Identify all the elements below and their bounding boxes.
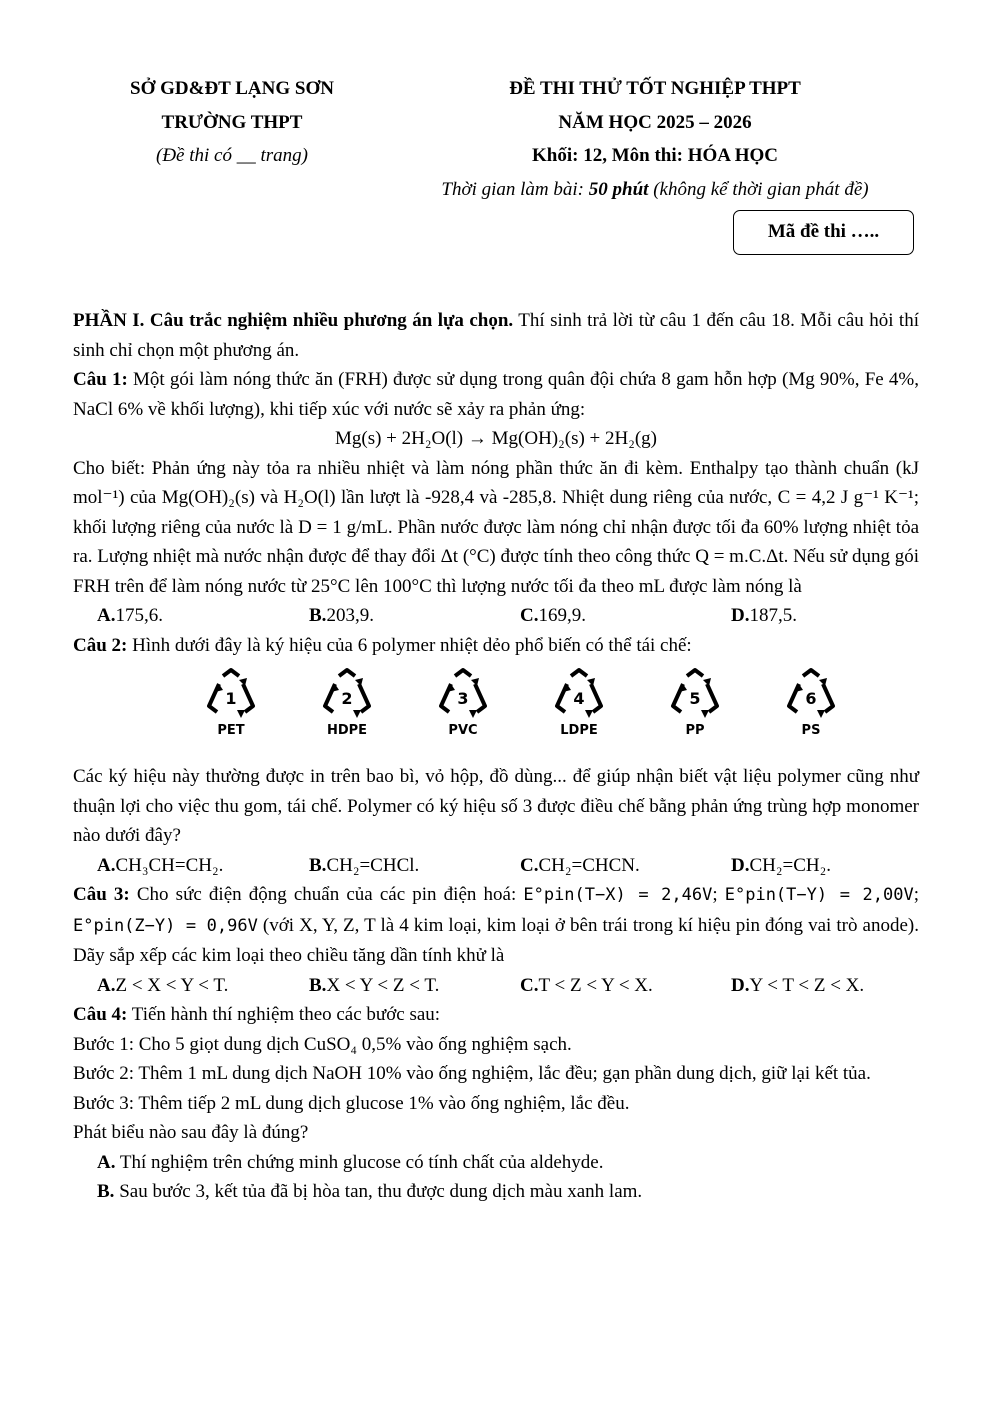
symbol-name: PVC (448, 723, 478, 738)
grade-subject: Khối: 12, Môn thi: HÓA HỌC (532, 145, 778, 166)
q3-options (73, 971, 919, 1001)
q1-label: Câu 1: (73, 369, 128, 390)
q4-option-b[interactable] (73, 1177, 919, 1207)
q2-stem (73, 631, 919, 661)
symbol-name: HDPE (326, 723, 368, 738)
recycle-triangle-icon (549, 666, 609, 726)
recycle-symbol-6 (753, 666, 869, 738)
recycling-symbols (73, 660, 919, 762)
q3-text-a: Cho sức điện động chuẩn của các pin điện hoá: (129, 884, 524, 905)
option-text: X < Y < Z < T. (326, 974, 440, 996)
exam-content (73, 306, 919, 1207)
q1-options (73, 601, 919, 631)
q3-option-d[interactable] (731, 971, 911, 1001)
q1-option-a[interactable] (73, 601, 309, 631)
part1-heading (73, 306, 919, 365)
option-text: CH₂=CH₂. (749, 854, 831, 876)
q2-label: Câu 2: (73, 634, 128, 656)
symbol-name: PS (801, 723, 821, 738)
option-text: 203,9. (326, 605, 374, 626)
q3-stem: Câu 3: Cho sức điện động chuẩn của các pin điện hoá: E°pin(T−X) = 2,46V; E°pin(T−Y) = 2,00V; E°pin(Z−Y) = 0,96V (với X, Y, Z, T là 4 kim loại, kim loại ở bên trái trong kí hiệu pin đóng vai trò anode). Dãy sắp xếp các kim loại theo chiều tăng dần tính khử là (73, 884, 920, 966)
q4-step-1: Bước 1: Cho 5 giọt dung dịch CuSO₄ 0,5% vào ống nghiệm sạch. (73, 1033, 572, 1055)
symbol-number: 1 (225, 689, 237, 708)
recycle-triangle-icon (317, 666, 377, 726)
option-letter: D. (731, 854, 750, 876)
q1-stem (73, 365, 919, 424)
q2-option-a[interactable] (73, 851, 309, 881)
q4-step-3: Bước 3: Thêm tiếp 2 mL dung dịch glucose 1% vào ống nghiệm, lắc đều. (73, 1092, 630, 1114)
recycle-triangle-icon (201, 666, 261, 726)
q3-text-b: (với X, Y, Z, T là 4 kim loại, kim loại ở bên trái trong kí hiệu pin đóng vai trò anode). Dãy sắp xếp các kim loại theo chiều tăng dần tính khử là (73, 914, 919, 966)
q2-details: Các ký hiệu này thường được in trên bao bì, vỏ hộp, đồ dùng... để giúp nhận biết vật liệu polymer cũng như thuận lợi cho việc thu gom, tái chế. Polymer có ký hiệu số 3 được điều chế bằng phản ứng trùng hợp monomer nào dưới đây? (73, 766, 919, 846)
q4-question: Phát biểu nào sau đây là đúng? (73, 1122, 309, 1143)
option-letter: C. (520, 974, 539, 996)
q1-details: Cho biết: Phản ứng này tỏa ra nhiều nhiệt và làm nóng phần thức ăn đi kèm. Enthalpy tạo thành chuẩn (kJ mol⁻¹) của Mg(OH)₂(s) và H₂O(l) lần lượt là -928,4 và -285,8. Nhiệt dung riêng của nước, C = 4,2 J g⁻¹ K⁻¹; khối lượng riêng của nước là D = 1 g/mL. Phần nước được làm nóng chỉ nhận được tối đa 60% lượng nhiệt tỏa ra. Lượng nhiệt mà nước nhận được để thay đổi Δt (°C) được tính theo công thức Q = m.C.Δt. Nếu sử dụng gói FRH trên để làm nóng nước từ 25°C lên 100°C thì lượng nước tối đa theo mL được làm nóng là (73, 457, 920, 597)
symbol-number: 2 (341, 689, 353, 708)
option-letter: B. (309, 854, 327, 876)
school-name: TRƯỜNG THPT (161, 112, 303, 133)
recycle-symbol-4 (521, 666, 637, 738)
department-name: SỞ GD&ĐT LẠNG SƠN (130, 78, 334, 99)
option-text: 187,5. (749, 605, 797, 626)
q2-option-d[interactable] (731, 851, 911, 881)
recycle-symbol-3 (405, 666, 521, 738)
q1-option-d[interactable] (731, 601, 911, 631)
q4-option-a[interactable] (73, 1148, 919, 1178)
q3-emf-2: E°pin(T−Y) = 2,00V (724, 885, 914, 905)
q4-text: Tiến hành thí nghiệm theo các bước sau: (127, 1004, 441, 1025)
q2-option-c[interactable] (520, 851, 731, 881)
symbol-number: 3 (457, 689, 469, 708)
symbol-name: LDPE (560, 723, 598, 738)
symbol-name: PP (685, 723, 705, 738)
part1-title: PHẦN I. Câu trắc nghiệm nhiều phương án lựa chọn. (73, 310, 514, 331)
recycle-symbol-1 (173, 666, 289, 738)
option-text: CH₂=CHCN. (538, 854, 640, 876)
option-letter: A. (97, 854, 116, 876)
q4-label: Câu 4: (73, 1004, 128, 1025)
option-letter: B. (309, 605, 327, 626)
recycle-symbol-5 (637, 666, 753, 738)
q3-label: Câu 3: (73, 884, 130, 905)
recycle-symbol-2 (289, 666, 405, 738)
time-prefix: Thời gian làm bài: (441, 179, 589, 200)
option-letter: A. (97, 1151, 116, 1173)
option-letter: B. (97, 1181, 115, 1202)
time-line (380, 179, 930, 201)
option-letter: A. (97, 974, 116, 996)
time-value: 50 phút (588, 179, 649, 200)
option-letter: C. (520, 854, 539, 876)
q1-text: Một gói làm nóng thức ăn (FRH) được sử dụng trong quân đội chứa 8 gam hỗn hợp (Mg 90%, Fe 4%, NaCl 6% về khối lượng), khi tiếp xúc với nước sẽ xảy ra phản ứng: (73, 369, 919, 420)
option-text: T < Z < Y < X. (538, 974, 653, 996)
option-letter: D. (731, 605, 750, 626)
option-text: 175,6. (115, 605, 163, 626)
part1-desc: Thí sinh trả lời từ câu 1 đến câu 18. Mỗi câu hỏi thí sinh chỉ chọn một phương án. (73, 310, 919, 361)
option-text: Thí nghiệm trên chứng minh glucose có tính chất của aldehyde. (115, 1151, 604, 1173)
q4-stem (73, 1000, 919, 1030)
recycle-triangle-icon (781, 666, 841, 726)
q1-equation: Mg(s) + 2H₂O(l) → Mg(OH)₂(s) + 2H₂(g) (334, 428, 658, 449)
q2-option-b[interactable] (309, 851, 520, 881)
q1-option-c[interactable] (520, 601, 731, 631)
option-letter: C. (520, 605, 539, 626)
option-text: Z < X < Y < T. (115, 974, 229, 996)
q3-option-c[interactable] (520, 971, 731, 1001)
option-text: Y < T < Z < X. (749, 974, 865, 996)
option-text: Sau bước 3, kết tủa đã bị hòa tan, thu được dung dịch màu xanh lam. (114, 1181, 643, 1202)
q2-text: Hình dưới đây là ký hiệu của 6 polymer nhiệt dẻo phổ biến có thể tái chế: (127, 634, 692, 656)
q2-options (73, 851, 919, 881)
option-text: CH₂=CHCl. (326, 854, 420, 876)
option-text: CH₃CH=CH₂. (115, 854, 224, 876)
q3-emf-1: E°pin(T−X) = 2,46V (523, 885, 713, 905)
option-text: 169,9. (538, 605, 586, 626)
recycle-triangle-icon (665, 666, 725, 726)
q4-step-2: Bước 2: Thêm 1 mL dung dịch NaOH 10% vào ống nghiệm, lắc đều; gạn phần dung dịch, giữ lại kết tủa. (73, 1063, 871, 1084)
q3-emf-3: E°pin(Z−Y) = 0,96V (73, 915, 258, 936)
exam-title: ĐỀ THI THỬ TỐT NGHIỆP THPT (509, 78, 801, 99)
option-letter: A. (97, 605, 116, 626)
symbol-number: 5 (689, 689, 701, 708)
q3-option-a[interactable] (73, 971, 309, 1001)
symbol-number: 6 (805, 689, 817, 708)
symbol-number: 4 (573, 689, 585, 708)
recycle-triangle-icon (433, 666, 493, 726)
school-year: NĂM HỌC 2025 – 2026 (558, 112, 752, 133)
exam-code-box: Mã đề thi ….. (733, 210, 914, 255)
time-suffix: (không kể thời gian phát đề) (648, 179, 869, 200)
symbol-name: PET (217, 723, 245, 738)
option-letter: D. (731, 974, 750, 996)
q1-option-b[interactable] (309, 601, 520, 631)
page-count-note: (Đề thi có __ trang) (156, 145, 308, 166)
option-letter: B. (309, 974, 327, 996)
q3-option-b[interactable] (309, 971, 520, 1001)
